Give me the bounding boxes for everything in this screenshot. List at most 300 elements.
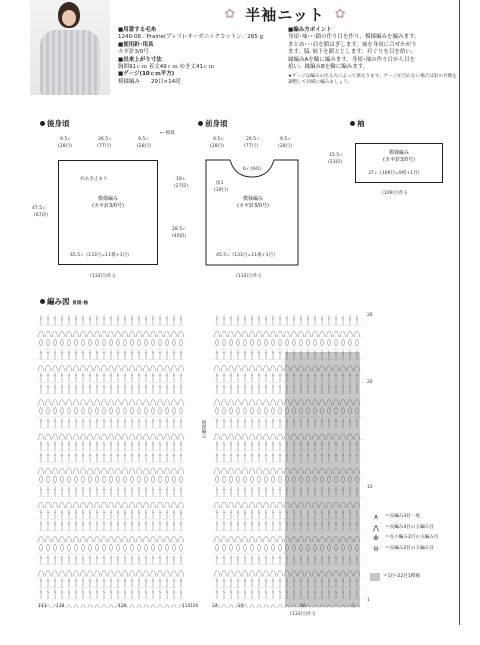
stitch-mark <box>298 468 304 474</box>
stitch-mark <box>117 544 120 551</box>
stitch-mark <box>124 476 127 483</box>
stitch-mark <box>94 400 100 406</box>
stitch-mark <box>249 434 255 440</box>
back-length-rows: (67段) <box>34 213 49 218</box>
sleeve-width: 37ｃ (109目=9模+1目) <box>368 171 420 176</box>
stitch-mark <box>54 407 57 414</box>
stitch-mark <box>349 544 352 551</box>
stitch-mark <box>80 365 86 371</box>
stitch-mark <box>94 434 100 440</box>
stitch-mark <box>143 536 149 542</box>
bottom-number: 24 <box>212 604 218 609</box>
stitch-mark <box>319 571 325 577</box>
stitch-mark <box>291 605 297 608</box>
stitch-mark <box>235 365 241 371</box>
stitch-mark <box>73 502 79 508</box>
stitch-mark <box>143 400 149 406</box>
tools-heading: ■使用針･用具 <box>118 41 154 48</box>
front-top-dim-right: 9.5ｃ <box>280 137 292 142</box>
stitch-mark <box>87 571 93 577</box>
stitch-mark <box>258 407 261 414</box>
stitch-mark <box>237 407 240 414</box>
stitch-mark <box>122 400 128 406</box>
front-stitch-name: 模様編み <box>242 196 263 202</box>
stitch-mark <box>38 468 44 474</box>
stitch-mark <box>66 434 72 440</box>
stitch-mark <box>356 544 359 551</box>
stitch-mark <box>150 605 156 608</box>
stitch-mark <box>258 544 261 551</box>
stitch-mark <box>277 605 283 608</box>
stitch-mark <box>38 434 44 440</box>
stitch-mark <box>73 468 79 474</box>
stitch-mark <box>150 502 156 508</box>
stitch-mark <box>256 400 262 406</box>
stitch-mark <box>230 339 233 346</box>
stitch-mark <box>321 339 324 346</box>
stitch-mark <box>279 339 282 346</box>
stitch-mark <box>103 476 106 483</box>
stitch-mark <box>347 468 353 474</box>
stitch-mark <box>87 400 93 406</box>
stitch-mark <box>110 339 113 346</box>
stitch-mark <box>38 400 44 406</box>
stitch-mark <box>314 544 317 551</box>
stitch-mark <box>312 400 318 406</box>
stitch-mark <box>94 468 100 474</box>
stitch-mark <box>312 331 318 337</box>
stitch-mark <box>328 339 331 346</box>
stitch-mark <box>284 536 290 542</box>
stitch-mark <box>237 544 240 551</box>
stitch-mark <box>150 468 156 474</box>
stitch-mark <box>164 468 170 474</box>
repeat-swatch-icon <box>370 573 380 581</box>
stitch-mark <box>235 571 241 577</box>
stitch-mark <box>340 502 346 508</box>
stitch-mark <box>115 434 121 440</box>
stitch-mark <box>321 407 324 414</box>
stitch-mark <box>87 331 93 337</box>
stitch-mark <box>242 536 248 542</box>
stitch-mark <box>136 468 142 474</box>
stitch-mark <box>117 339 120 346</box>
stitch-mark <box>159 544 162 551</box>
stitch-mark <box>326 434 332 440</box>
stitch-mark <box>270 502 276 508</box>
stitch-mark <box>115 502 121 508</box>
stitch-mark <box>284 434 290 440</box>
stitch-mark <box>40 339 43 346</box>
stitch-mark <box>171 434 177 440</box>
stitch-mark <box>286 407 289 414</box>
stitch-mark <box>87 468 93 474</box>
stitch-mark <box>80 605 86 608</box>
stitch-mark <box>68 407 71 414</box>
stitch-mark <box>45 400 51 406</box>
stitch-mark <box>272 476 275 483</box>
stitch-mark <box>52 536 58 542</box>
section-chart <box>40 296 88 307</box>
points-heading: ■編み方ポイント <box>288 27 332 33</box>
stitch-mark <box>80 331 86 337</box>
stitch-mark <box>178 434 184 440</box>
stitch-mark <box>157 331 163 337</box>
stitch-mark <box>251 544 254 551</box>
stitch-mark <box>94 571 100 577</box>
stitch-mark <box>94 536 100 542</box>
section-chart-sub: 身頃-袖 <box>72 301 88 306</box>
stitch-mark <box>270 571 276 577</box>
stitch-mark <box>319 536 325 542</box>
stitch-mark <box>291 468 297 474</box>
back-armhole: 19ｃ <box>176 177 187 182</box>
stitch-mark <box>101 331 107 337</box>
stitch-mark <box>59 536 65 542</box>
stitch-mark <box>277 502 283 508</box>
sleeve-height-rows: (23段) <box>328 160 343 165</box>
stitch-mark <box>61 544 64 551</box>
stitch-mark <box>249 365 255 371</box>
back-top-dim-mid: 26.5ｃ <box>98 137 113 142</box>
stitch-mark <box>178 468 184 474</box>
stitch-mark <box>40 544 43 551</box>
stitch-mark <box>157 536 163 542</box>
stitch-mark <box>73 400 79 406</box>
symbol-legend <box>370 512 465 583</box>
stitch-mark <box>235 536 241 542</box>
stitch-mark <box>242 571 248 577</box>
stitch-mark <box>300 544 303 551</box>
stitch-mark <box>131 476 134 483</box>
stitch-mark <box>101 400 107 406</box>
stitch-mark <box>66 331 72 337</box>
stitch-mark <box>307 407 310 414</box>
stitch-mark <box>333 434 339 440</box>
stitch-mark <box>143 434 149 440</box>
stitch-mark <box>256 605 262 608</box>
stitch-mark <box>138 339 141 346</box>
stitch-mark <box>103 544 106 551</box>
stitch-mark <box>249 468 255 474</box>
flower-icon: ✿ <box>334 6 346 22</box>
legend-text: ＝長編み2目の玉編み目 <box>385 545 434 551</box>
stitch-mark <box>87 365 93 371</box>
tools-text: カギ針3/0号 <box>118 49 149 56</box>
stitch-mark <box>166 339 169 346</box>
section-sleeve-label: 袖 <box>357 119 365 128</box>
stitch-mark <box>66 468 72 474</box>
stitch-mark <box>223 476 226 483</box>
bottom-number: 1 <box>352 604 355 609</box>
stitch-mark <box>228 468 234 474</box>
stitch-mark <box>45 365 51 371</box>
model-photo <box>30 0 110 95</box>
stitch-mark <box>347 502 353 508</box>
stitch-mark <box>164 365 170 371</box>
stitch-mark <box>171 571 177 577</box>
stitch-mark <box>38 536 44 542</box>
stitch-mark <box>263 605 269 608</box>
stitch-mark <box>256 502 262 508</box>
stitch-mark <box>131 339 134 346</box>
gauge-note: ★ゲージは編みの出る方によって異なります。ゲージが合わない場合は針の号数を調整して同様に編みましょう。 <box>288 74 457 86</box>
stitch-mark <box>159 476 162 483</box>
stitch-mark <box>312 571 318 577</box>
stitch-mark <box>173 544 176 551</box>
stitch-mark <box>347 571 353 577</box>
crochet-chart <box>35 310 365 608</box>
title-bar <box>205 4 365 24</box>
stitch-mark <box>270 331 276 337</box>
stitch-mark <box>52 400 58 406</box>
materials-info <box>118 27 288 86</box>
stitch-mark <box>333 502 339 508</box>
front-neck-figure: 図1 <box>216 181 224 186</box>
chart-mid-label: 模様編み <box>201 420 206 439</box>
stitch-mark <box>129 536 135 542</box>
stitch-mark <box>103 339 106 346</box>
stitch-mark <box>263 365 269 371</box>
stitch-mark <box>326 502 332 508</box>
stitch-mark <box>265 339 268 346</box>
stitch-mark <box>335 544 338 551</box>
stitch-mark <box>354 434 360 440</box>
stitch-mark <box>94 502 100 508</box>
stitch-mark <box>230 407 233 414</box>
stitch-mark <box>124 339 127 346</box>
stitch-mark <box>89 476 92 483</box>
legend-row <box>370 533 465 544</box>
stitch-mark <box>335 407 338 414</box>
stitch-mark <box>223 339 226 346</box>
stitch-mark <box>277 365 283 371</box>
legend-row <box>370 523 465 534</box>
legend-text: ＝長々編み2目の玉編み目 <box>385 535 439 540</box>
stitch-mark <box>298 502 304 508</box>
stitch-mark <box>291 536 297 542</box>
size-heading: ■出来上がり寸法 <box>118 56 162 63</box>
stitch-mark <box>108 468 114 474</box>
front-top-st-right: (28目) <box>278 144 293 149</box>
stitch-mark <box>96 476 99 483</box>
stitch-mark <box>321 476 324 483</box>
stitch-mark <box>244 407 247 414</box>
stitch-mark <box>293 407 296 414</box>
stitch-mark <box>291 434 297 440</box>
stitch-mark <box>214 502 220 508</box>
stitch-mark <box>108 571 114 577</box>
stitch-mark <box>66 605 72 608</box>
bottom-number: 10 <box>300 604 306 609</box>
stitch-mark <box>354 536 360 542</box>
back-stitch-name: 模様編み <box>97 196 118 202</box>
stitch-mark <box>326 331 332 337</box>
sleeve-label <box>360 150 438 164</box>
dc3tog-icon: ∧ <box>373 513 379 521</box>
stitch-mark <box>244 339 247 346</box>
stitch-mark <box>298 536 304 542</box>
stitch-mark <box>180 407 183 414</box>
stitch-mark <box>242 331 248 337</box>
stitch-mark <box>143 571 149 577</box>
stitch-mark <box>333 536 339 542</box>
size-text: 胸囲91ｃｍ 着丈49ｃｍ ゆき丈41ｃｍ <box>118 64 214 71</box>
stitch-mark <box>150 331 156 337</box>
stitch-mark <box>291 400 297 406</box>
stitch-mark <box>235 434 241 440</box>
dc2-cluster-icon: ⊖ <box>373 544 379 553</box>
stitch-mark <box>164 502 170 508</box>
stitch-mark <box>59 331 65 337</box>
row-number: 26 <box>367 313 373 318</box>
stitch-mark <box>340 434 346 440</box>
stitch-mark <box>312 502 318 508</box>
stitch-mark <box>312 605 318 608</box>
stitch-mark <box>171 331 177 337</box>
stitch-mark <box>216 476 219 483</box>
stitch-mark <box>284 468 290 474</box>
stitch-mark <box>136 400 142 406</box>
stitch-mark <box>312 468 318 474</box>
stitch-mark <box>305 400 311 406</box>
stitch-mark <box>354 502 360 508</box>
stitch-mark <box>150 536 156 542</box>
stitch-mark <box>59 434 65 440</box>
stitch-mark <box>228 331 234 337</box>
stitch-mark <box>80 571 86 577</box>
stitch-mark <box>214 365 220 371</box>
stitch-mark <box>342 407 345 414</box>
stitch-mark <box>216 407 219 414</box>
stitch-mark <box>52 331 58 337</box>
points-line: まとめ･･･肩を鎖はぎします。袖を身頃に合せかがり <box>288 41 417 48</box>
stitch-mark <box>223 544 226 551</box>
stitch-mark <box>319 502 325 508</box>
stitch-mark <box>61 339 64 346</box>
sleeve-height: 15.5ｃ <box>329 153 344 158</box>
stitch-mark <box>59 400 65 406</box>
legend-row <box>370 572 465 583</box>
stitch-mark <box>221 605 227 608</box>
stitch-mark <box>40 476 43 483</box>
stitch-mark <box>157 400 163 406</box>
stitch-mark <box>305 536 311 542</box>
stitch-mark <box>333 365 339 371</box>
stitch-mark <box>150 365 156 371</box>
stitch-mark <box>237 339 240 346</box>
stitch-mark <box>73 365 79 371</box>
stitch-mark <box>279 544 282 551</box>
legend-text: ＝長編み4目の玉編み目 <box>385 524 434 530</box>
stitch-mark <box>159 339 162 346</box>
stitch-mark <box>228 571 234 577</box>
stitch-mark <box>298 571 304 577</box>
stitch-mark <box>221 434 227 440</box>
stitch-mark <box>277 468 283 474</box>
stitch-mark <box>333 400 339 406</box>
stitch-mark <box>307 544 310 551</box>
stitch-mark <box>131 544 134 551</box>
stitch-mark <box>143 331 149 337</box>
stitch-mark <box>82 407 85 414</box>
stitch-mark <box>223 407 226 414</box>
stitch-mark <box>328 407 331 414</box>
stitch-mark <box>242 434 248 440</box>
stitch-mark <box>277 400 283 406</box>
stitch-mark <box>157 502 163 508</box>
stitch-mark <box>256 365 262 371</box>
stitch-mark <box>122 434 128 440</box>
stitch-mark <box>136 365 142 371</box>
stitch-mark <box>342 339 345 346</box>
stitch-mark <box>263 571 269 577</box>
bottom-number: 133 <box>38 604 47 609</box>
stitch-mark <box>340 365 346 371</box>
stitch-mark <box>110 544 113 551</box>
stitch-mark <box>249 331 255 337</box>
stitch-mark <box>356 476 359 483</box>
stitch-mark <box>265 407 268 414</box>
sleeve-cast-on: (109目)作る <box>382 191 409 196</box>
stitch-mark <box>228 605 234 608</box>
stitch-mark <box>150 434 156 440</box>
stitch-mark <box>263 536 269 542</box>
stitch-mark <box>235 400 241 406</box>
stitch-mark <box>340 571 346 577</box>
stitch-mark <box>73 571 79 577</box>
chart-cast-on: (133目)作る <box>290 612 317 617</box>
stitch-mark <box>178 571 184 577</box>
stitch-mark <box>256 468 262 474</box>
stitch-mark <box>221 571 227 577</box>
stitch-mark <box>124 544 127 551</box>
stitch-mark <box>230 544 233 551</box>
stitch-mark <box>129 571 135 577</box>
stitch-mark <box>173 407 176 414</box>
stitch-mark <box>263 400 269 406</box>
stitch-mark <box>228 536 234 542</box>
stitch-mark <box>157 434 163 440</box>
stitch-mark <box>89 544 92 551</box>
stitch-mark <box>180 544 183 551</box>
stitch-mark <box>115 468 121 474</box>
stitch-mark <box>256 571 262 577</box>
stitch-mark <box>108 331 114 337</box>
stitch-mark <box>66 400 72 406</box>
stitch-mark <box>178 365 184 371</box>
row-number: 20 <box>367 380 373 385</box>
stitch-mark <box>73 605 79 608</box>
stitch-mark <box>305 331 311 337</box>
stitch-mark <box>52 502 58 508</box>
back-hook-size: (カギ針3/0号) <box>92 203 124 209</box>
stitch-mark <box>284 571 290 577</box>
stitch-mark <box>293 544 296 551</box>
stitch-mark <box>293 339 296 346</box>
stitch-mark <box>284 331 290 337</box>
back-body-outline <box>58 160 158 265</box>
legend-row <box>370 512 465 523</box>
stitch-mark <box>47 339 50 346</box>
stitch-mark <box>354 468 360 474</box>
bottom-number: 110 <box>182 604 191 609</box>
stitch-mark <box>75 544 78 551</box>
stitch-mark <box>75 339 78 346</box>
stitch-mark <box>251 339 254 346</box>
stitch-mark <box>47 407 50 414</box>
knitting-points <box>288 27 458 86</box>
